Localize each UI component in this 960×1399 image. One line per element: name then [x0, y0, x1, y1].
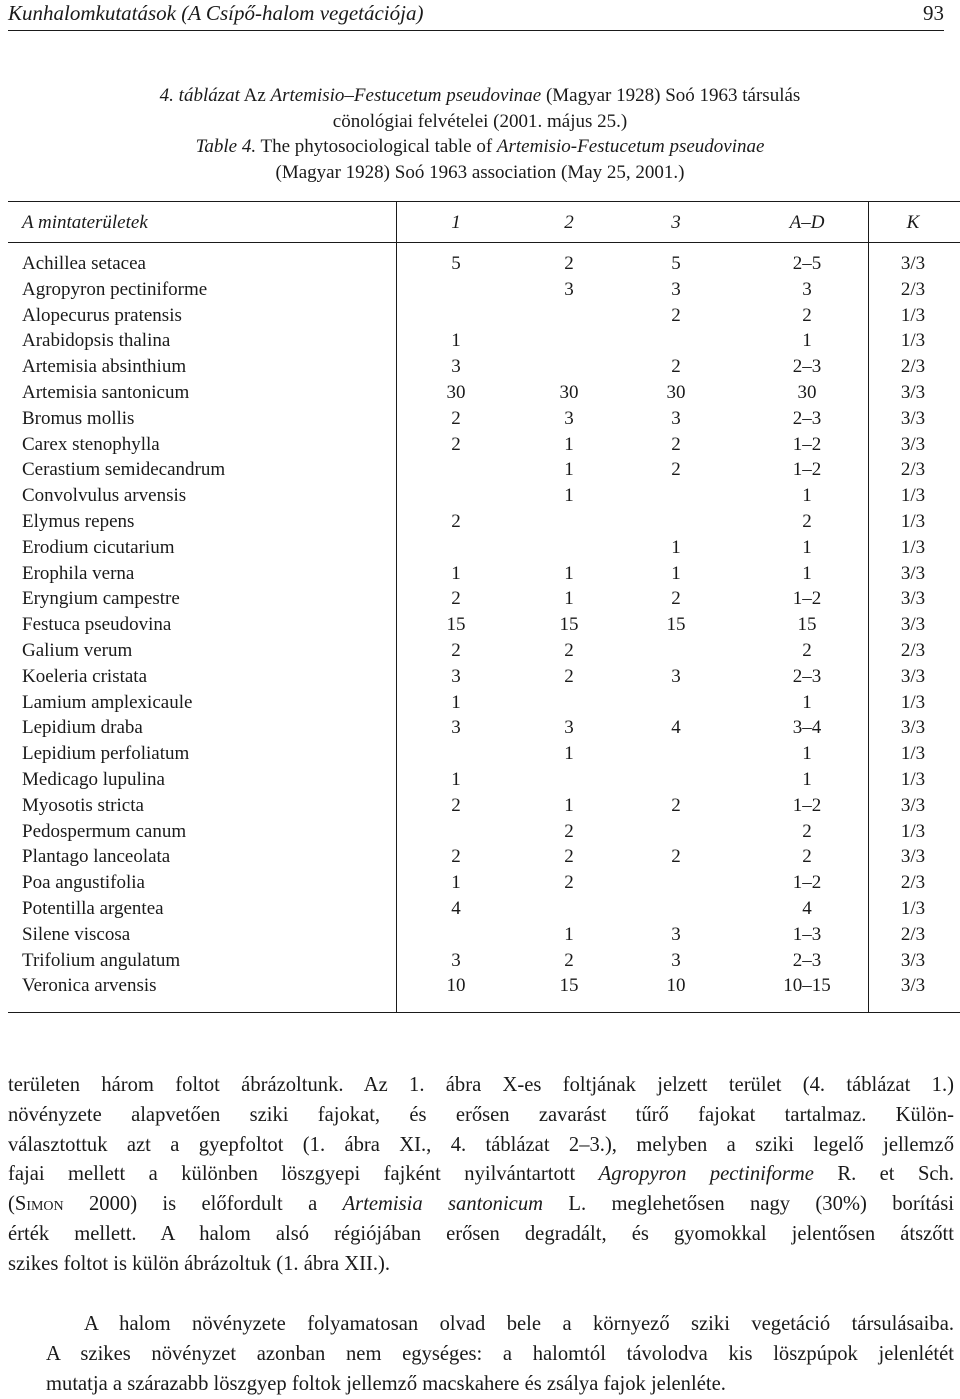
constancy-value: 3/3 — [900, 717, 926, 739]
body-paragraph-2 — [8, 1310, 954, 1399]
text-segment: L. meglehetősen nagy (30%) borítási — [543, 1193, 955, 1216]
header-col-1: 1 — [451, 212, 461, 233]
species-name-cell: Festuca pseudovina — [22, 614, 172, 636]
constancy-value: 3/3 — [900, 975, 926, 997]
sample-3-value: 3 — [671, 407, 681, 429]
table-row — [0, 844, 960, 870]
sample-3-value: 3 — [671, 923, 681, 945]
abundance-dominance-value: 2–3 — [792, 949, 822, 971]
header-sample-areas: A mintaterületek — [22, 212, 148, 233]
constancy-value: 2/3 — [900, 278, 926, 300]
table-row — [0, 741, 960, 767]
species-name-cell: Cerastium semidecandrum — [22, 459, 226, 481]
abundance-dominance-value: 2 — [802, 304, 812, 326]
abundance-dominance-value: 2–3 — [792, 356, 822, 378]
species-name-cell: Medicago lupulina — [22, 768, 165, 790]
header-col-ad: A–D — [789, 212, 825, 233]
sample-1-value: 3 — [451, 665, 461, 687]
sample-3-value: 2 — [671, 794, 681, 816]
table-row — [0, 406, 960, 432]
constancy-value: 3/3 — [900, 433, 926, 455]
constancy-value: 1/3 — [900, 330, 926, 352]
constancy-value: 1/3 — [900, 510, 926, 532]
body-paragraph-1 — [8, 1071, 954, 1280]
species-name-cell: Achillea setacea — [22, 253, 146, 274]
sample-2-value: 2 — [564, 639, 574, 661]
species-name-cell: Arabidopsis thalina — [22, 330, 171, 352]
sample-2-value: 2 — [564, 820, 574, 842]
sample-2-value: 1 — [564, 459, 574, 481]
constancy-value: 3/3 — [900, 253, 926, 274]
sample-1-value: 2 — [451, 433, 461, 455]
species-name-cell: Koeleria cristata — [22, 665, 148, 687]
sample-2-value: 1 — [564, 923, 574, 945]
constancy-value: 1/3 — [900, 485, 926, 507]
sample-1-value: 2 — [451, 588, 461, 610]
sample-2-value: 1 — [564, 433, 574, 455]
text-line: mutatja a szárazabb löszgyep foltok jellemző macskahere és zsálya fajok jelenléte. — [46, 1372, 726, 1395]
abundance-dominance-value: 1 — [802, 330, 812, 352]
sample-1-value: 1 — [451, 562, 461, 584]
species-name-cell: Erodium cicutarium — [22, 536, 175, 558]
table-row — [0, 303, 960, 329]
sample-2-value: 1 — [564, 743, 574, 765]
text-line: A halom növényzete folyamatosan olvad bele a környező sziki vegetáció társulásaiba. — [84, 1313, 954, 1335]
abundance-dominance-value: 1–3 — [792, 923, 822, 945]
sample-3-value: 2 — [671, 304, 681, 326]
table-header-rule — [8, 242, 960, 243]
abundance-dominance-value: 3 — [802, 278, 812, 300]
running-head-title: Kunhalomkutatások (A Csípő-halom vegetációja) — [8, 1, 424, 25]
table-row — [0, 715, 960, 741]
constancy-value: 2/3 — [900, 639, 926, 661]
constancy-value: 3/3 — [900, 794, 926, 816]
table-caption-english-line1 — [0, 134, 960, 160]
sample-2-value: 3 — [564, 407, 574, 429]
table-row — [0, 535, 960, 561]
text-line — [8, 1160, 954, 1190]
species-name-cell: Veronica arvensis — [22, 975, 157, 997]
species-name-cell: Carex stenophylla — [22, 433, 160, 455]
abundance-dominance-value: 10–15 — [783, 975, 831, 997]
sample-3-value: 10 — [666, 975, 686, 997]
constancy-value: 2/3 — [900, 872, 926, 894]
sample-2-value: 30 — [559, 381, 579, 403]
abundance-dominance-value: 2 — [802, 639, 812, 661]
text-line: választottuk azt a gyepfoltot (1. ábra XI., 4. táblázat 2–3.), melyben a sziki legelő jellemző — [8, 1133, 954, 1156]
species-name-cell: Galium verum — [22, 639, 133, 661]
table-caption-hungarian-line2 — [0, 109, 960, 135]
sample-2-value: 1 — [564, 485, 574, 507]
species-name-cell: Lamium amplexicaule — [22, 691, 193, 713]
abundance-dominance-value: 1–2 — [792, 433, 822, 455]
table-row — [0, 457, 960, 483]
sample-1-value: 2 — [451, 846, 461, 868]
table-top-rule — [8, 201, 960, 202]
species-name-cell: Elymus repens — [22, 510, 135, 532]
abundance-dominance-value: 2 — [802, 846, 812, 868]
species-name-cell: Trifolium angulatum — [22, 949, 181, 971]
constancy-value: 3/3 — [900, 614, 926, 636]
table-caption-hungarian-line1 — [0, 83, 960, 109]
sample-3-value: 1 — [671, 536, 681, 558]
sample-2-value: 2 — [564, 665, 574, 687]
abundance-dominance-value: 1 — [802, 485, 812, 507]
constancy-value: 3/3 — [900, 562, 926, 584]
table-row — [0, 612, 960, 638]
table-row — [0, 896, 960, 922]
sample-1-value: 30 — [446, 381, 466, 403]
sample-1-value: 2 — [451, 510, 461, 532]
sample-3-value: 2 — [671, 459, 681, 481]
table-row — [0, 819, 960, 845]
species-name-cell: Potentilla argentea — [22, 897, 164, 919]
species-name-cell: Eryngium campestre — [22, 588, 180, 610]
species-name-cell: Alopecurus pratensis — [22, 304, 182, 326]
constancy-value: 1/3 — [900, 743, 926, 765]
sample-3-value: 30 — [666, 381, 686, 403]
sample-3-value: 3 — [671, 665, 681, 687]
table-row — [0, 870, 960, 896]
species-name-cell: Erophila verna — [22, 562, 135, 584]
abundance-dominance-value: 2 — [802, 820, 812, 842]
abundance-dominance-value: 1 — [802, 562, 812, 584]
sample-3-value: 3 — [671, 278, 681, 300]
sample-3-value: 15 — [666, 614, 686, 636]
abundance-dominance-value: 1 — [802, 743, 812, 765]
caption-text: Table 4. The phytosociological table of Artemisio-Festucetum pseudovinae — [195, 136, 765, 157]
sample-3-value: 3 — [671, 949, 681, 971]
sample-1-value: 15 — [446, 614, 466, 636]
text-line — [8, 1190, 954, 1220]
constancy-value: 3/3 — [900, 665, 926, 687]
sample-2-value: 3 — [564, 278, 574, 300]
table-row — [0, 690, 960, 716]
sample-2-value: 1 — [564, 562, 574, 584]
sample-3-value: 2 — [671, 356, 681, 378]
table-row — [0, 432, 960, 458]
constancy-value: 1/3 — [900, 304, 926, 326]
sample-2-value: 15 — [559, 975, 579, 997]
sample-3-value: 2 — [671, 846, 681, 868]
species-name-cell: Bromus mollis — [22, 407, 135, 429]
table-row — [0, 948, 960, 974]
text-line: szikes foltot is külön ábrázoltuk (1. ábra XII.). — [8, 1252, 391, 1275]
species-name: Artemisia santonicum — [342, 1193, 543, 1216]
sample-1-value: 1 — [451, 872, 461, 894]
text-line: A szikes növényzet azonban nem egységes: a halomtól távolodva kis löszpúpok jelenlétét — [46, 1342, 954, 1365]
abundance-dominance-value: 30 — [797, 381, 817, 403]
constancy-value: 1/3 — [900, 536, 926, 558]
text-segment: fajai mellett a különben löszgyepi fajként nyilvántartott — [8, 1163, 599, 1186]
table-row — [0, 638, 960, 664]
sample-3-value: 2 — [671, 588, 681, 610]
sample-1-value: 2 — [451, 407, 461, 429]
constancy-value: 3/3 — [900, 846, 926, 868]
caption-text: cönológiai felvételei (2001. május 25.) — [332, 111, 628, 132]
sample-2-value: 2 — [564, 846, 574, 868]
sample-1-value: 10 — [446, 975, 466, 997]
table-caption-english-line2 — [0, 160, 960, 186]
constancy-value: 2/3 — [900, 459, 926, 481]
sample-2-value: 1 — [564, 794, 574, 816]
sample-1-value: 1 — [451, 330, 461, 352]
abundance-dominance-value: 15 — [797, 614, 817, 636]
table-row — [0, 251, 960, 277]
abundance-dominance-value: 4 — [802, 897, 812, 919]
abundance-dominance-value: 1 — [802, 536, 812, 558]
sample-3-value: 5 — [671, 253, 681, 274]
sample-2-value: 2 — [564, 872, 574, 894]
abundance-dominance-value: 1 — [802, 691, 812, 713]
abundance-dominance-value: 1–2 — [792, 872, 822, 894]
table-row — [0, 973, 960, 999]
sample-1-value: 5 — [451, 253, 461, 274]
sample-2-value: 1 — [564, 588, 574, 610]
abundance-dominance-value: 2–3 — [792, 407, 822, 429]
table-bottom-rule — [8, 1012, 960, 1013]
abundance-dominance-value: 1–2 — [792, 588, 822, 610]
sample-1-value: 1 — [451, 768, 461, 790]
table-row — [0, 664, 960, 690]
species-name-cell: Agropyron pectiniforme — [22, 278, 208, 300]
constancy-value: 3/3 — [900, 588, 926, 610]
constancy-value: 1/3 — [900, 820, 926, 842]
sample-1-value: 3 — [451, 717, 461, 739]
table-body — [0, 251, 960, 999]
species-name-cell: Artemisia absinthium — [22, 356, 187, 378]
constancy-value: 1/3 — [900, 768, 926, 790]
table-row — [0, 483, 960, 509]
species-name-cell: Lepidium perfoliatum — [22, 743, 190, 765]
constancy-value: 3/3 — [900, 949, 926, 971]
header-col-2: 2 — [564, 212, 574, 233]
abundance-dominance-value: 2–5 — [792, 253, 822, 274]
abundance-dominance-value: 2 — [802, 510, 812, 532]
constancy-value: 2/3 — [900, 923, 926, 945]
text-segment: 2000) is előfordult a — [63, 1193, 343, 1216]
abundance-dominance-value: 2–3 — [792, 665, 822, 687]
species-name-cell: Silene viscosa — [22, 923, 131, 945]
header-col-3: 3 — [671, 212, 681, 233]
table-row — [0, 328, 960, 354]
species-name-cell: Convolvulus arvensis — [22, 485, 187, 507]
abundance-dominance-value: 1 — [802, 768, 812, 790]
text-segment: ( — [8, 1193, 15, 1216]
table-row — [0, 277, 960, 303]
sample-3-value: 1 — [671, 562, 681, 584]
species-name-cell: Myosotis stricta — [22, 794, 144, 816]
sample-2-value: 15 — [559, 614, 579, 636]
table-row — [0, 380, 960, 406]
abundance-dominance-value: 1–2 — [792, 794, 822, 816]
author-name: Simon — [14, 1193, 64, 1216]
sample-3-value: 4 — [671, 717, 681, 739]
sample-2-value: 3 — [564, 717, 574, 739]
species-name-cell: Plantago lanceolata — [22, 846, 171, 868]
caption-text: (Magyar 1928) Soó 1963 association (May 25, 2001.) — [275, 162, 685, 183]
sample-1-value: 2 — [451, 639, 461, 661]
species-name-cell: Pedospermum canum — [22, 820, 187, 842]
constancy-value: 1/3 — [900, 897, 926, 919]
species-name-cell: Artemisia santonicum — [22, 381, 190, 403]
text-line: területen három foltot ábrázoltunk. Az 1. ábra X-es foltjának jelzett terület (4. táblázat 1.) — [8, 1074, 954, 1096]
species-name-cell: Poa angustifolia — [22, 872, 145, 894]
sample-2-value: 2 — [564, 253, 574, 274]
table-row — [0, 354, 960, 380]
sample-1-value: 2 — [451, 794, 461, 816]
text-segment: R. et Sch. — [813, 1163, 955, 1186]
table-row — [0, 586, 960, 612]
sample-2-value: 2 — [564, 949, 574, 971]
abundance-dominance-value: 1–2 — [792, 459, 822, 481]
table-row — [0, 793, 960, 819]
caption-text: 4. táblázat Az Artemisio–Festucetum pseudovinae (Magyar 1928) Soó 1963 társulás — [159, 85, 801, 106]
table-row — [0, 509, 960, 535]
table-row — [0, 561, 960, 587]
sample-1-value: 4 — [451, 897, 461, 919]
table-row — [0, 767, 960, 793]
table-header-row — [0, 212, 960, 238]
sample-1-value: 1 — [451, 691, 461, 713]
sample-1-value: 3 — [451, 949, 461, 971]
species-name-cell: Lepidium draba — [22, 717, 143, 739]
text-line: érték mellett. A halom alsó régiójában erősen degradált, és gyomokkal jelentősen átszőtt — [8, 1222, 954, 1245]
page-number: 93 — [923, 1, 944, 25]
header-col-k: K — [906, 212, 920, 233]
table-row — [0, 922, 960, 948]
text-line: növényzete alapvetően sziki fajokat, és erősen zavarást tűrő fajokat tartalmaz. Külön- — [8, 1103, 954, 1126]
abundance-dominance-value: 3–4 — [792, 717, 822, 739]
constancy-value: 1/3 — [900, 691, 926, 713]
constancy-value: 3/3 — [900, 381, 926, 403]
sample-1-value: 3 — [451, 356, 461, 378]
constancy-value: 3/3 — [900, 407, 926, 429]
species-name: Agropyron pectiniforme — [598, 1163, 814, 1186]
running-head — [8, 0, 944, 31]
constancy-value: 2/3 — [900, 356, 926, 378]
sample-3-value: 2 — [671, 433, 681, 455]
